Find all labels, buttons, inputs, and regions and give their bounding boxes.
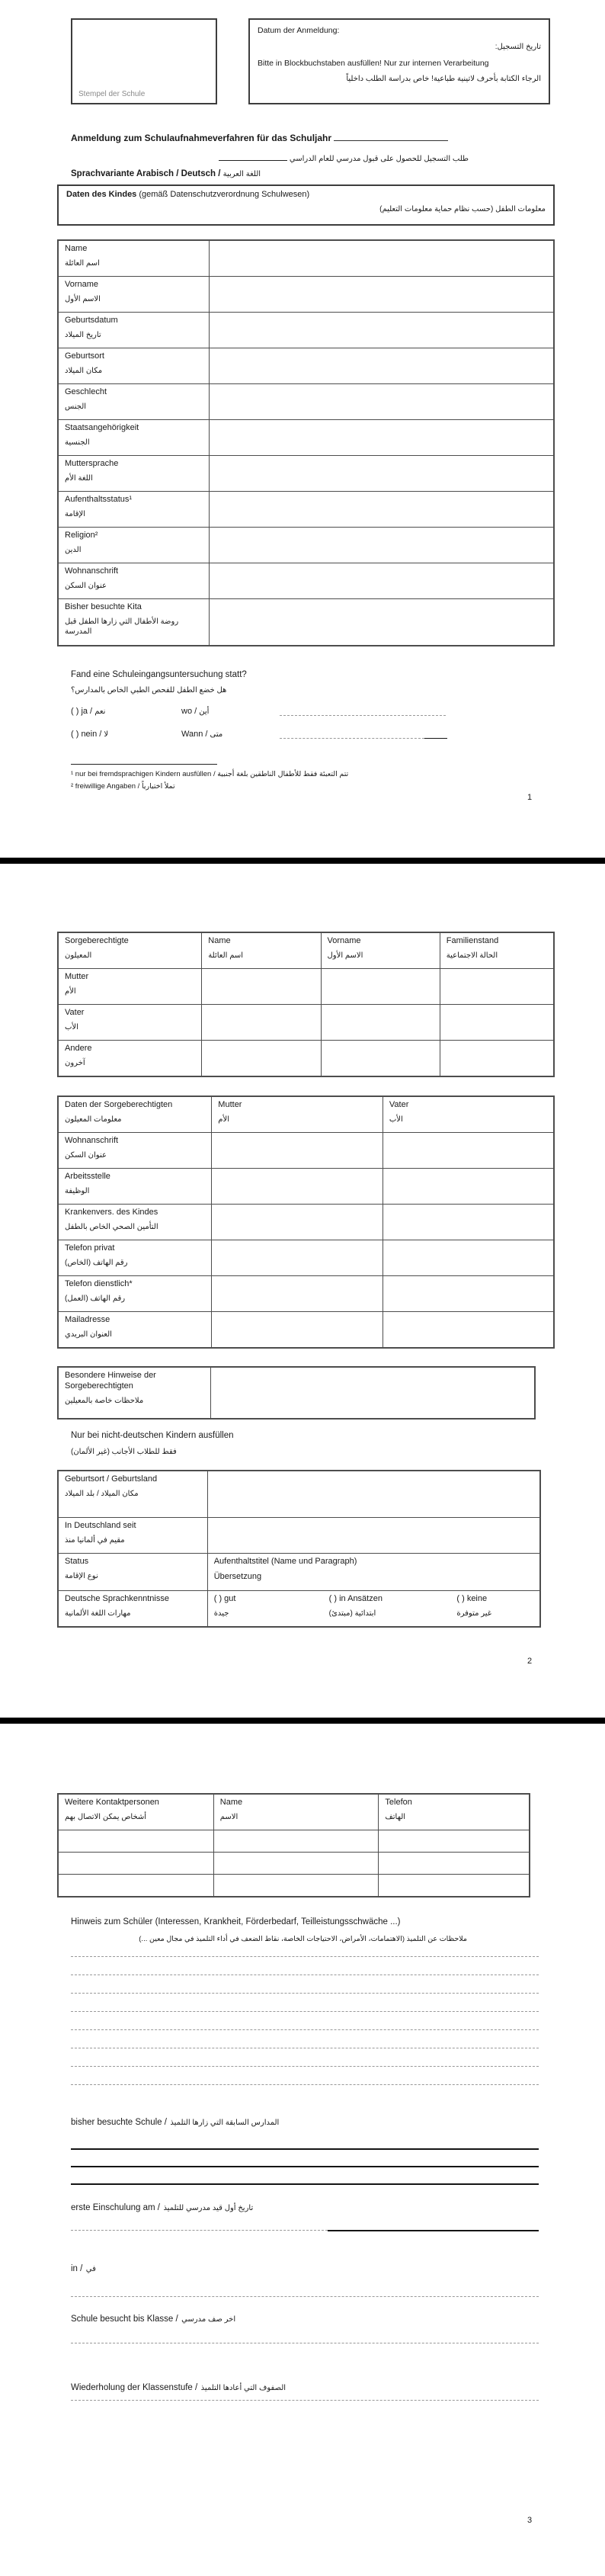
language-variant-label-ar: اللغة العربية: [222, 170, 261, 178]
repeated-grades-label: Wiederholung der Klassenstufe / الصفوف التي أعادها التلميذ: [71, 2383, 286, 2392]
field-label: Muttersprache اللغة الأم: [58, 456, 210, 492]
ja-checkbox[interactable]: ( ) ja / نعم: [71, 707, 106, 716]
school-entry-exam-question: Fand eine Schuleingangsuntersuchung statt?: [71, 670, 247, 679]
wann-label: Wann / متى: [181, 730, 223, 739]
wann-fill-line-end[interactable]: [424, 727, 447, 739]
note-fill-line[interactable]: [71, 2000, 539, 2012]
table-row: [58, 1471, 540, 1518]
wann-fill-line[interactable]: [280, 727, 424, 739]
field-input-cell[interactable]: [207, 1471, 540, 1518]
language-skill-options-cell: [207, 1591, 540, 1628]
column-header: Telefon الهاتف: [379, 1794, 530, 1830]
repeated-grades-fill-line[interactable]: [71, 2389, 539, 2401]
guardians-table: [57, 932, 555, 1077]
field-label: Wohnanschrift عنوان السكن: [58, 563, 210, 599]
column-header: Name الاسم: [213, 1794, 379, 1830]
table-row: [58, 1312, 554, 1349]
field-input-cell[interactable]: [210, 277, 554, 313]
footnote-1: ¹ nur bei fremdsprachigen Kindern ausfüllen / تتم التعبئة فقط للأطفال الناطقين بلغة أجنبية: [71, 770, 349, 778]
table-header-row: [58, 1794, 530, 1830]
field-input-cell[interactable]: [321, 1041, 440, 1077]
note-fill-line[interactable]: [71, 2055, 539, 2067]
student-note-heading: Hinweis zum Schüler (Interessen, Krankheit, Förderbedarf, Teilleistungsschwäche ...): [71, 1917, 401, 1926]
field-label: Vater الأب: [58, 1005, 202, 1041]
field-input-cell[interactable]: [383, 1133, 554, 1169]
footnote-2: ² freiwillige Angaben / تملأ اختيارياً: [71, 782, 175, 791]
table-row: [58, 1591, 540, 1628]
table-row: [58, 1554, 540, 1591]
non-german-section-heading: Nur bei nicht-deutschen Kindern ausfüllen: [71, 1431, 234, 1440]
table-row: [58, 1276, 554, 1312]
field-input-cell[interactable]: [202, 1041, 321, 1077]
special-notes-box: [57, 1366, 536, 1420]
column-header: Vater الأب: [383, 1096, 554, 1133]
block-letters-note: Bitte in Blockbuchstaben ausfüllen! Nur zur internen Verarbeitung: [258, 59, 489, 69]
table-row: [58, 456, 554, 492]
table-row: [58, 277, 554, 313]
column-header: Sorgeberechtigte المعيلون: [58, 932, 202, 969]
table-row: [58, 1853, 530, 1875]
language-variant-label: Sprachvariante Arabisch / Deutsch /: [71, 169, 221, 178]
field-input-cell[interactable]: [383, 1169, 554, 1205]
form-page-1: [0, 0, 605, 858]
form-page-2: [0, 864, 605, 1718]
field-label: Geburtsort مكان الميلاد: [58, 348, 210, 384]
table-header-row: [58, 932, 554, 969]
child-data-header-title: Daten des Kindes: [66, 190, 137, 199]
field-input-cell[interactable]: [212, 1240, 383, 1276]
table-header-row: [58, 1096, 554, 1133]
field-input-cell[interactable]: [210, 420, 554, 456]
field-input-cell[interactable]: [58, 1853, 213, 1875]
field-input-cell[interactable]: [321, 1005, 440, 1041]
table-row: [58, 1367, 535, 1419]
field-label: Vorname الاسم الأول: [58, 277, 210, 313]
last-grade-label: Schule besucht bis Klasse / اخر صف مدرسي: [71, 2315, 236, 2324]
wo-label: wo / أين: [181, 707, 210, 716]
field-input-cell[interactable]: [383, 1276, 554, 1312]
enrollment-place-label: in / في: [71, 2264, 96, 2273]
field-label: Staatsangehörigkeit الجنسية: [58, 420, 210, 456]
column-header: Vorname الاسم الأول: [321, 932, 440, 969]
first-enrollment-label: erste Einschulung am / تاريخ أول قيد مدرسي للتلميذ: [71, 2203, 254, 2212]
field-input-cell[interactable]: [210, 348, 554, 384]
column-header: Daten der Sorgeberechtigten معلومات المعيلون: [58, 1096, 212, 1133]
field-input-cell[interactable]: [202, 969, 321, 1005]
field-input-cell[interactable]: [210, 492, 554, 528]
table-row: [58, 492, 554, 528]
field-label: Status نوع الإقامة: [58, 1554, 207, 1591]
page-separator-bar: [0, 1718, 605, 1724]
form-title-ar: طلب التسجيل للحصول على قبول مدرسي للعام الدراسي: [289, 155, 469, 163]
exam-yes-row: [71, 704, 539, 716]
field-input-cell[interactable]: [383, 1312, 554, 1349]
page-separator-bar: [0, 858, 605, 864]
previous-schools-fill-line[interactable]: [71, 2155, 539, 2167]
field-input-cell[interactable]: [383, 1205, 554, 1240]
table-row: [58, 563, 554, 599]
field-input-cell[interactable]: [440, 1005, 554, 1041]
student-note-heading-ar: ملاحظات عن التلميذ (الاهتمامات، الأمراض، الاحتياجات الخاصة، نقاط الضعف في أداء التلميذ في مجال معين ...): [139, 1935, 467, 1943]
residence-title-cell[interactable]: [207, 1554, 540, 1591]
field-input-cell[interactable]: [379, 1830, 530, 1853]
enrollment-place-fill-line[interactable]: [71, 2286, 539, 2297]
field-input-cell[interactable]: [440, 1041, 554, 1077]
form-title-row: [71, 131, 448, 143]
table-row: [58, 240, 554, 277]
field-label: Bisher besuchte Kita روضة الأطفال التي زارها الطفل قبل المدرسة: [58, 599, 210, 646]
field-input-cell[interactable]: [210, 240, 554, 277]
field-label: Religion² الدين: [58, 528, 210, 563]
page-number: 1: [527, 793, 533, 802]
footnote-divider: [71, 764, 217, 765]
field-input-cell[interactable]: [210, 599, 554, 646]
table-row: [58, 348, 554, 384]
field-label: Besondere Hinweise der Sorgeberechtigten ملاحظات خاصة بالمعيلين: [58, 1367, 210, 1419]
field-input-cell[interactable]: [210, 384, 554, 420]
note-fill-line[interactable]: [71, 2037, 539, 2048]
column-header: Name اسم العائلة: [202, 932, 321, 969]
form-title: Anmeldung zum Schulaufnahmeverfahren für das Schuljahr: [71, 133, 332, 143]
first-enrollment-fill-line-dotted[interactable]: [71, 2219, 328, 2231]
field-input-cell[interactable]: [210, 456, 554, 492]
form-title-ar-row: [57, 151, 469, 163]
page-number: 2: [527, 1657, 533, 1666]
language-skill-option-gut[interactable]: ( ) gut جيدة: [213, 1594, 236, 1618]
child-data-header-ar: معلومات الطفل (حسب نظام حماية معلومات التعليم): [379, 205, 546, 213]
field-label: Geburtsort / Geburtsland مكان الميلاد / بلد الميلاد: [58, 1471, 207, 1518]
nein-checkbox[interactable]: ( ) nein / لا: [71, 730, 109, 739]
child-data-header-subtitle: (gemäß Datenschutzverordnung Schulwesen): [139, 190, 310, 199]
table-row: [58, 313, 554, 348]
school-entry-exam-question-ar: هل خضع الطفل للفحص الطبي الخاص بالمدارس؟: [71, 686, 227, 695]
table-row: [58, 384, 554, 420]
table-row: [58, 1205, 554, 1240]
field-label: Mutter الأم: [58, 969, 202, 1005]
table-row: [58, 1240, 554, 1276]
stamp-box: [71, 18, 217, 104]
residence-title-translation-label: Übersetzung: [213, 1571, 262, 1581]
table-row: [58, 969, 554, 1005]
field-label: Andere آخرون: [58, 1041, 202, 1077]
language-skill-option-ansaetzen[interactable]: ( ) in Ansätzen ابتدائية (مبتدئ): [328, 1594, 383, 1618]
field-input-cell[interactable]: [212, 1205, 383, 1240]
previous-schools-label: bisher besuchte Schule / المدارس السابقة التي زارها التلميذ: [71, 2118, 280, 2127]
table-row: [58, 1518, 540, 1554]
previous-schools-fill-line[interactable]: [71, 2173, 539, 2185]
last-grade-fill-line[interactable]: [71, 2332, 539, 2343]
date-of-registration-label-ar: تاريخ التسجيل:: [495, 43, 541, 52]
field-label: Geburtsdatum تاريخ الميلاد: [58, 313, 210, 348]
date-of-registration-label: Datum der Anmeldung:: [258, 26, 340, 35]
field-label: Aufenthaltsstatus¹ الإقامة: [58, 492, 210, 528]
table-row: [58, 1875, 530, 1898]
field-input-cell[interactable]: [58, 1830, 213, 1853]
note-fill-line[interactable]: [71, 2019, 539, 2030]
first-enrollment-fill-line[interactable]: [71, 2219, 539, 2231]
child-data-section-header: [57, 184, 555, 226]
field-input-cell[interactable]: [212, 1312, 383, 1349]
field-input-cell[interactable]: [58, 1875, 213, 1898]
field-label: Telefon privat رقم الهاتف (الخاص): [58, 1240, 212, 1276]
first-enrollment-fill-line-solid[interactable]: [328, 2219, 539, 2231]
field-input-cell[interactable]: [440, 969, 554, 1005]
table-row: [58, 1133, 554, 1169]
table-row: [58, 599, 554, 646]
column-header: Weitere Kontaktpersonen أشخاص يمكن الاتصال بهم: [58, 1794, 213, 1830]
table-row: [58, 420, 554, 456]
exam-no-row: [71, 727, 539, 739]
field-label: Geschlecht الجنس: [58, 384, 210, 420]
field-input-cell[interactable]: [210, 563, 554, 599]
page-number: 3: [527, 2516, 533, 2525]
column-header: Familienstand الحالة الاجتماعية: [440, 932, 554, 969]
table-row: [58, 1005, 554, 1041]
note-fill-line[interactable]: [71, 1946, 539, 1957]
field-label: Arbeitsstelle الوظيفة: [58, 1169, 212, 1205]
previous-schools-fill-line[interactable]: [71, 2138, 539, 2150]
non-german-table: [57, 1470, 541, 1628]
field-input-cell[interactable]: [383, 1240, 554, 1276]
field-input-cell[interactable]: [212, 1133, 383, 1169]
field-label: Name اسم العائلة: [58, 240, 210, 277]
field-label: In Deutschland seit مقيم في ألمانيا منذ: [58, 1518, 207, 1554]
column-header: Mutter الأم: [212, 1096, 383, 1133]
school-year-blank-line-ar[interactable]: [219, 151, 287, 161]
field-input-cell[interactable]: [321, 969, 440, 1005]
table-row: [58, 1830, 530, 1853]
special-notes-input-cell[interactable]: [210, 1367, 535, 1419]
field-label: Deutsche Sprachkenntnisse مهارات اللغة الألمانية: [58, 1591, 207, 1628]
field-input-cell[interactable]: [202, 1005, 321, 1041]
residence-title-label: Aufenthaltstitel (Name und Paragraph): [213, 1557, 357, 1566]
field-label: Wohnanschrift عنوان السكن: [58, 1133, 212, 1169]
registration-info-box: [248, 18, 550, 104]
table-row: [58, 1041, 554, 1077]
field-input-cell[interactable]: [379, 1853, 530, 1875]
language-skill-option-keine[interactable]: ( ) keine غير متوفرة: [456, 1594, 491, 1618]
note-fill-line[interactable]: [71, 1982, 539, 1994]
note-fill-line[interactable]: [71, 2074, 539, 2085]
wo-fill-line[interactable]: [280, 704, 446, 716]
note-fill-line[interactable]: [71, 1964, 539, 1975]
child-data-table: [57, 239, 555, 646]
stamp-box-label: Stempel der Schule: [78, 90, 146, 98]
field-input-cell[interactable]: [213, 1830, 379, 1853]
field-input-cell[interactable]: [207, 1518, 540, 1554]
field-label: Mailadresse العنوان البريدي: [58, 1312, 212, 1349]
guardian-details-table: [57, 1096, 555, 1349]
field-input-cell[interactable]: [210, 528, 554, 563]
block-letters-note-ar: الرجاء الكتابة بأحرف لاتينية طباعية! خاص بدراسة الطلب داخلياً: [346, 75, 541, 84]
field-label: Krankenvers. des Kindes التأمين الصحي الخاص بالطفل: [58, 1205, 212, 1240]
non-german-section-heading-ar: فقط للطلاب الأجانب (غير الألمان): [71, 1448, 177, 1456]
language-variant-row: [71, 169, 261, 178]
field-input-cell[interactable]: [212, 1169, 383, 1205]
field-input-cell[interactable]: [213, 1875, 379, 1898]
field-input-cell[interactable]: [213, 1853, 379, 1875]
field-input-cell[interactable]: [379, 1875, 530, 1898]
table-row: [58, 1169, 554, 1205]
field-input-cell[interactable]: [212, 1276, 383, 1312]
table-row: [58, 528, 554, 563]
contacts-table: [57, 1793, 530, 1898]
field-label: Telefon dienstlich* رقم الهاتف (العمل): [58, 1276, 212, 1312]
form-page-3: [0, 1724, 605, 2576]
field-input-cell[interactable]: [210, 313, 554, 348]
school-year-blank-line[interactable]: [334, 131, 448, 141]
